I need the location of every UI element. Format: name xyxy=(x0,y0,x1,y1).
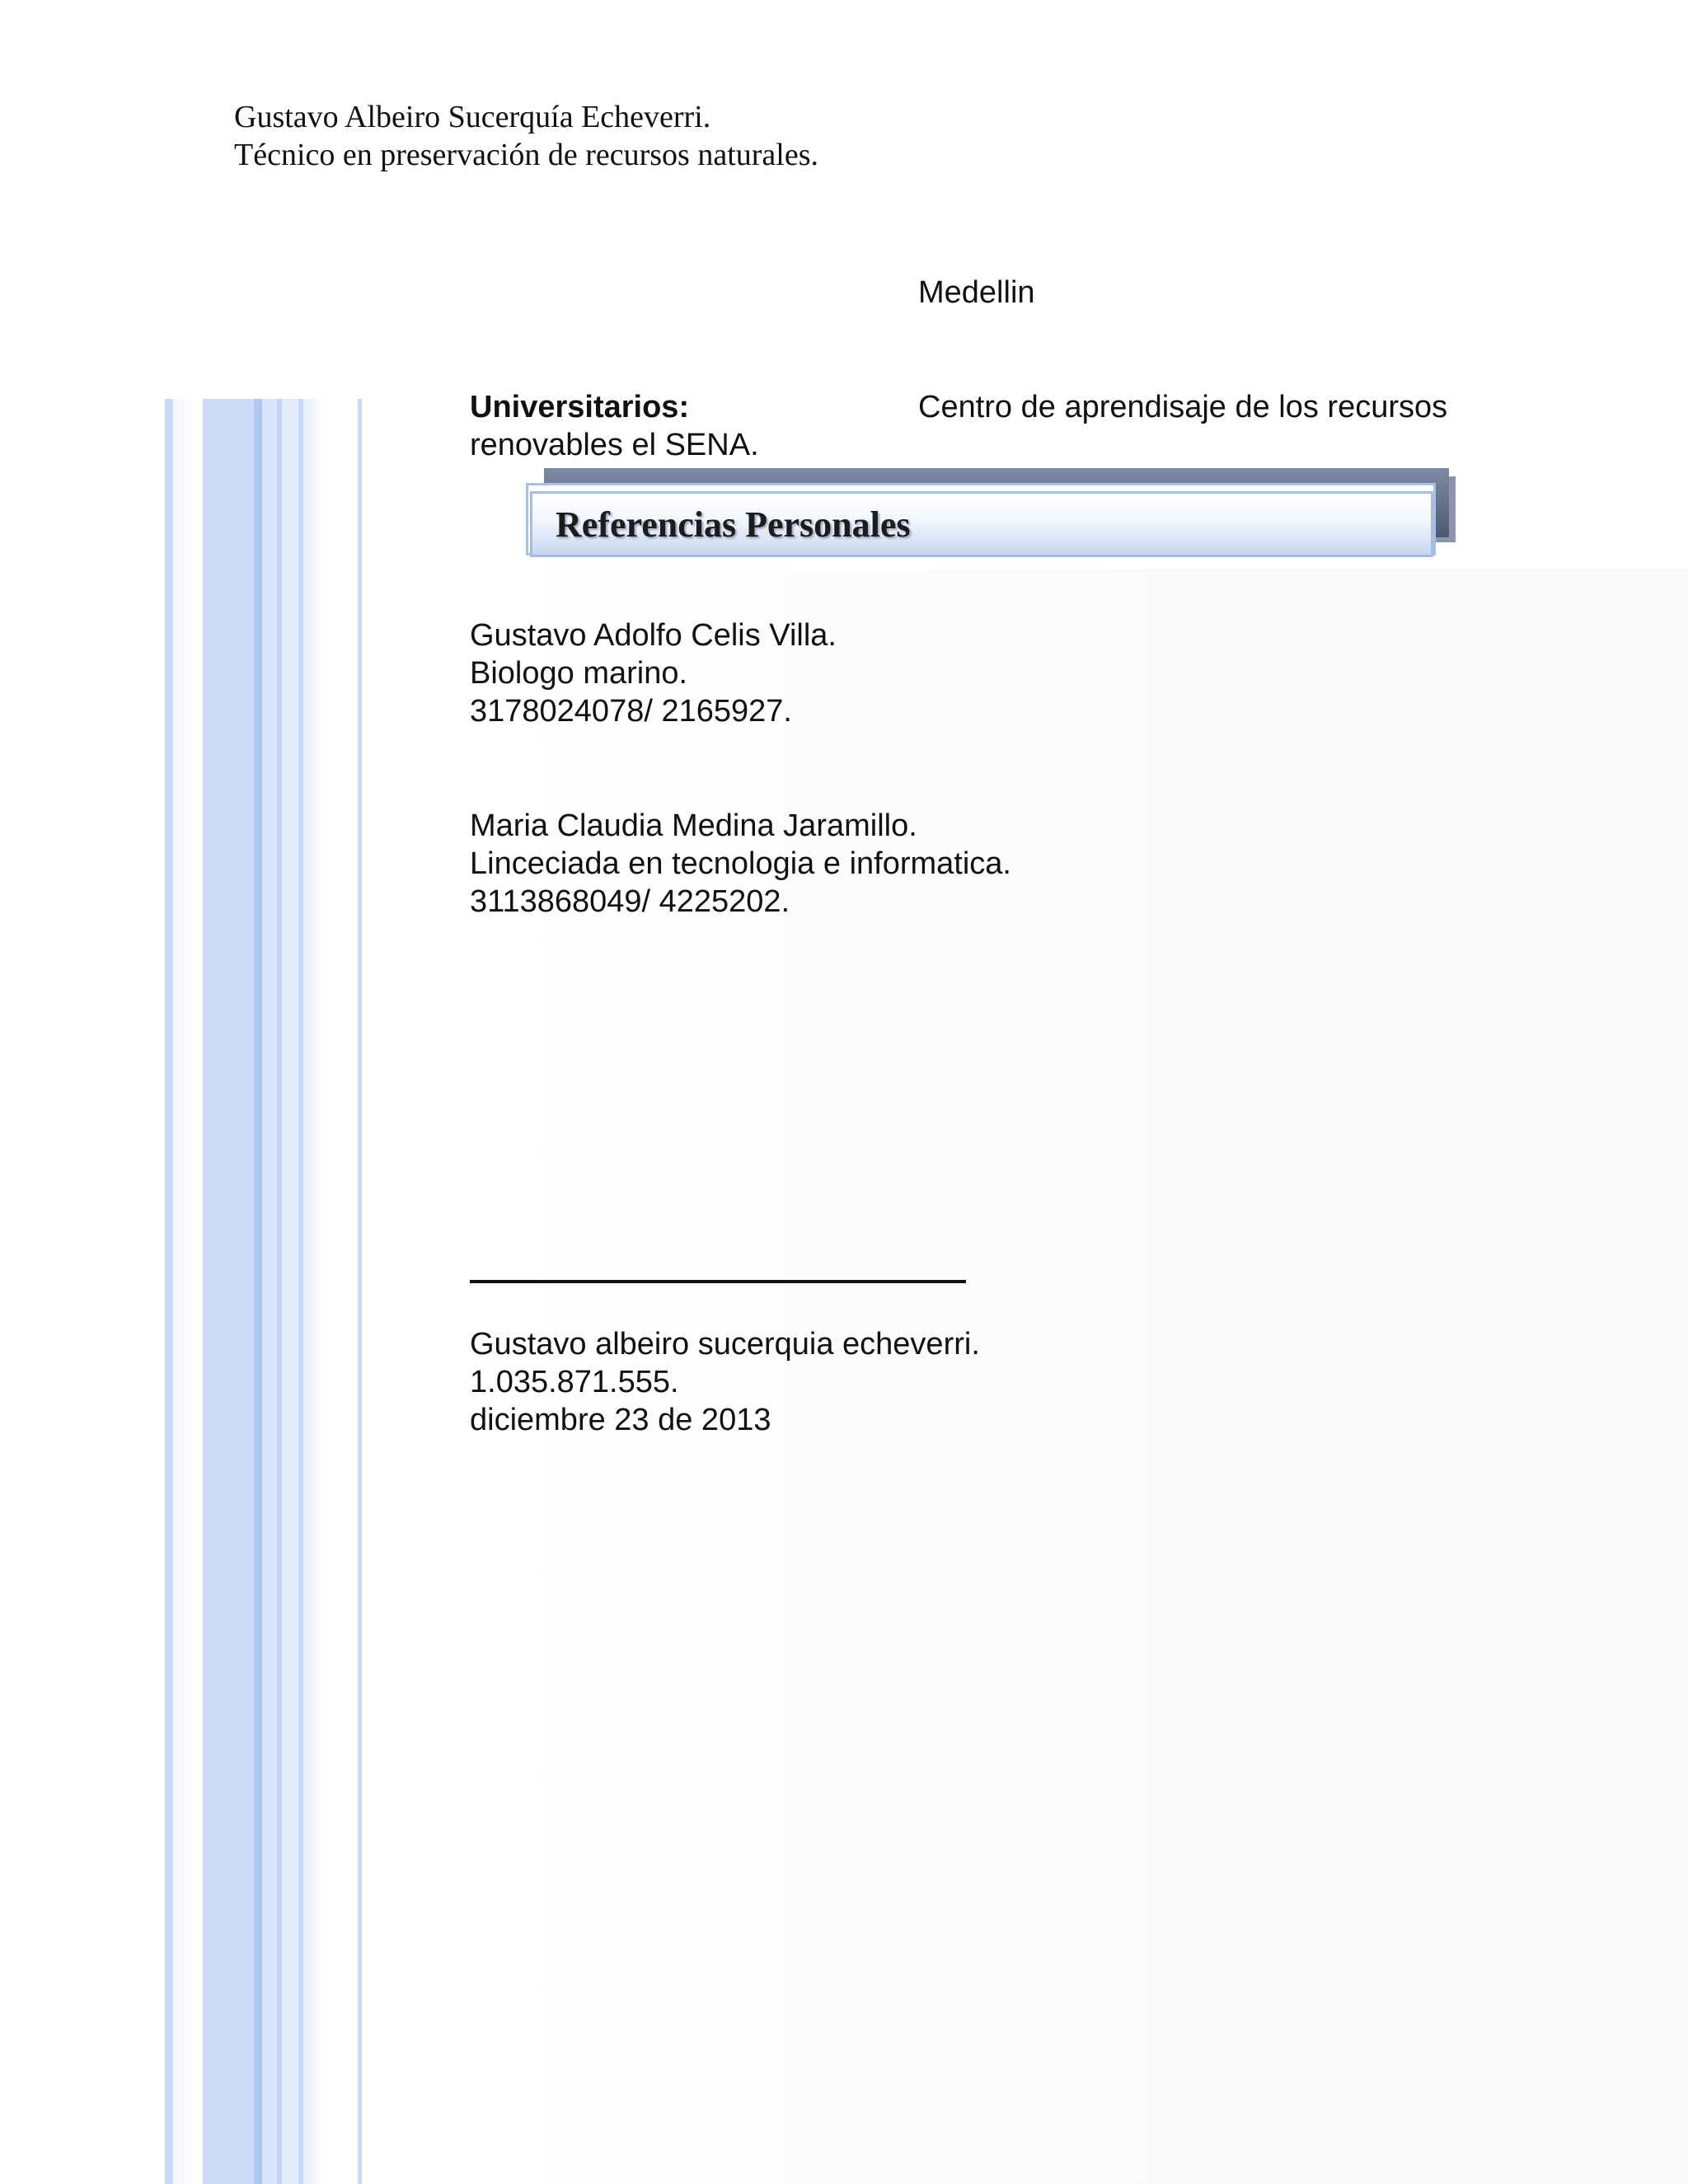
education-institution-continued: renovables el SENA. xyxy=(470,428,759,462)
decorative-stripes xyxy=(165,399,371,2184)
reference-name: Gustavo Adolfo Celis Villa. xyxy=(470,618,837,653)
reference-phones: 3178024078/ 2165927. xyxy=(470,694,792,729)
education-institution: Centro de aprendisaje de los recursos xyxy=(918,390,1448,424)
reference-profession: Linceciada en tecnologia e informatica. xyxy=(470,846,1011,881)
education-label: Universitarios: xyxy=(470,390,690,424)
reference-phones: 3113868049/ 4225202. xyxy=(470,884,790,919)
location: Medellin xyxy=(918,275,1035,310)
signature-line xyxy=(470,1280,966,1283)
reference-profession: Biologo marino. xyxy=(470,656,688,691)
header-name: Gustavo Albeiro Sucerquía Echeverri. xyxy=(234,100,711,134)
signature-name: Gustavo albeiro sucerquia echeverri. xyxy=(470,1327,980,1361)
reference-name: Maria Claudia Medina Jaramillo. xyxy=(470,808,917,843)
header-title: Técnico en preservación de recursos naturales. xyxy=(234,138,818,172)
signature-date: diciembre 23 de 2013 xyxy=(470,1403,771,1437)
section-title: Referencias Personales xyxy=(556,504,911,545)
section-banner xyxy=(530,491,1433,557)
signature-id-number: 1.035.871.555. xyxy=(470,1365,679,1399)
